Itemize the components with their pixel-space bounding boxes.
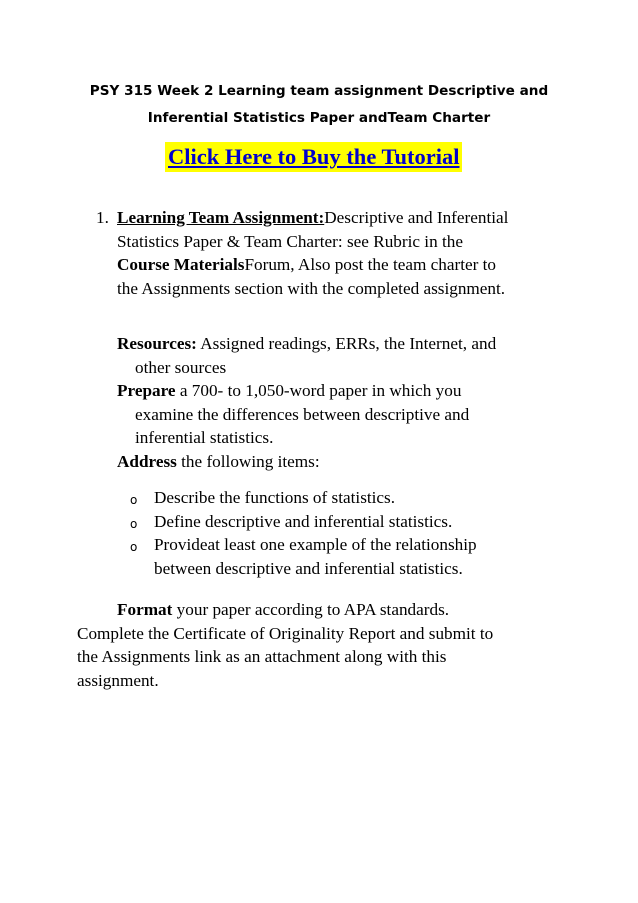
bullet-circle-icon: o: [130, 493, 138, 507]
bullet-text: Provideat least one example of the relationship: [154, 535, 477, 554]
assignment-description: [117, 206, 587, 300]
title-line-2: Inferential Statistics Paper andTeam Charter: [147, 110, 491, 126]
format-paragraph: [77, 598, 493, 692]
format-text: your paper according to APA standards.: [172, 600, 450, 619]
resources-label: Resources:: [117, 334, 197, 353]
resources-line-2: other sources: [135, 357, 227, 377]
assignment-line-4: the Assignments section with the completed assignment.: [117, 278, 506, 298]
prepare-line-2: examine the differences between descriptive and: [135, 404, 470, 424]
title-line-1: PSY 315 Week 2 Learning team assignment Descriptive and: [89, 83, 549, 99]
course-materials-label: Course Materials: [117, 255, 245, 274]
assignment-line-2: Statistics Paper & Team Charter: see Rubric in the: [117, 231, 463, 251]
bullet-item: [130, 510, 477, 534]
bullet-list: [130, 486, 477, 580]
bullet-text-continued: between descriptive and inferential statistics.: [154, 558, 463, 578]
bullet-circle-icon: o: [130, 516, 138, 531]
prepare-line-3: inferential statistics.: [135, 428, 274, 447]
prepare-line-1: [117, 379, 496, 403]
resources-line-1: [117, 332, 496, 356]
address-label: Address: [117, 451, 177, 471]
buy-tutorial-link[interactable]: Click Here to Buy the Tutorial: [165, 142, 462, 172]
format-label: Format: [117, 600, 173, 619]
format-line-3: the Assignments link as an attachment along with this: [77, 647, 447, 666]
format-line-1: [77, 598, 493, 622]
prepare-text: a 700- to 1,050-word paper in which you: [175, 381, 462, 400]
format-line-4: assignment.: [77, 670, 159, 690]
assignment-line-3-text: Forum, Also post the team charter to: [244, 255, 497, 274]
prepare-label: Prepare: [117, 381, 176, 400]
resources-paragraph: [117, 332, 496, 473]
bullet-item: [130, 486, 477, 510]
bullet-text: Describe the functions of statistics.: [154, 488, 396, 507]
address-text: the following items:: [176, 451, 320, 471]
assignment-line-1-text: Descriptive and Inferential: [324, 208, 509, 227]
address-line: [117, 450, 496, 474]
assignment-heading: Learning Team Assignment:: [117, 208, 325, 227]
format-line-2: Complete the Certificate of Originality Report and submit to: [77, 623, 494, 643]
document-title: [40, 78, 598, 132]
bullet-text: Define descriptive and inferential statistics.: [154, 511, 453, 531]
resources-text: Assigned readings, ERRs, the Internet, and: [196, 334, 497, 353]
assignment-line-3: [117, 253, 587, 277]
bullet-circle-icon: o: [130, 540, 138, 554]
bullet-item: [130, 533, 477, 580]
assignment-line-1: [117, 206, 587, 230]
list-number: 1.: [96, 208, 109, 227]
